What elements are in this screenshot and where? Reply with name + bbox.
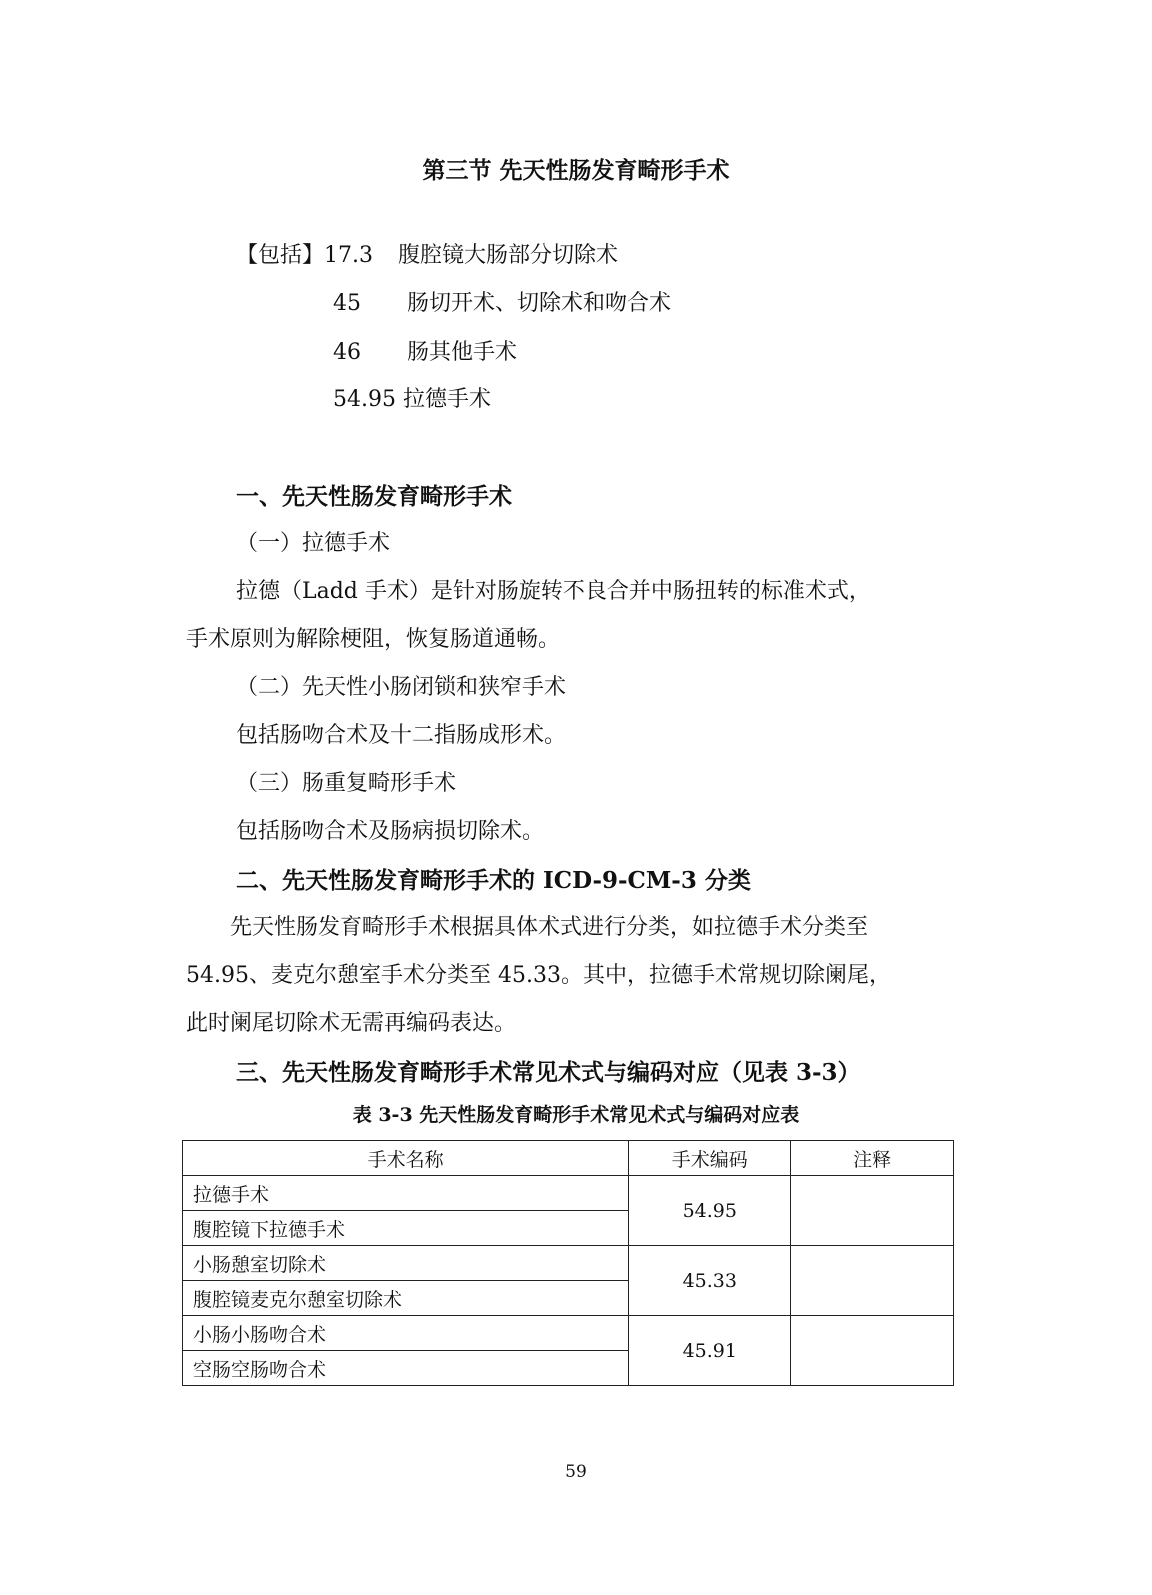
include-code: 54.95 xyxy=(333,387,396,412)
paragraph-line: 54.95、麦克尔憩室手术分类至 45.33。其中，拉德手术常规切除阑尾， xyxy=(186,963,891,988)
paragraph-line: 包括肠吻合术及肠病损切除术。 xyxy=(236,819,545,844)
heading-section-1: 一、先天性肠发育畸形手术 xyxy=(236,483,512,510)
include-name: 腹腔镜大肠部分切除术 xyxy=(398,243,619,268)
note-cell xyxy=(791,1176,954,1246)
table-row xyxy=(183,1176,954,1211)
heading-section-3: 三、先天性肠发育畸形手术常见术式与编码对应（见表 3-3） xyxy=(236,1059,861,1086)
table-header-row xyxy=(183,1141,954,1176)
include-code: 46 xyxy=(333,340,361,365)
procedure-code-cell: 45.33 xyxy=(629,1246,791,1316)
include-code: 17.3 xyxy=(324,243,373,268)
procedure-name-cell: 小肠憩室切除术 xyxy=(183,1246,629,1281)
include-name: 肠其他手术 xyxy=(407,340,518,365)
paragraph-line: 包括肠吻合术及十二指肠成形术。 xyxy=(236,723,567,748)
includes-row xyxy=(333,335,517,366)
procedure-name-cell: 腹腔镜麦克尔憩室切除术 xyxy=(183,1281,629,1316)
includes-row xyxy=(333,286,671,317)
include-name: 拉德手术 xyxy=(403,387,492,412)
includes-row xyxy=(236,238,618,269)
procedure-name-cell: 小肠小肠吻合术 xyxy=(183,1316,629,1351)
note-cell xyxy=(791,1316,954,1386)
procedure-name-cell: 腹腔镜下拉德手术 xyxy=(183,1211,629,1246)
includes-label: 【包括】 xyxy=(236,243,325,268)
header-cell: 手术编码 xyxy=(629,1141,791,1176)
section-title: 第三节 先天性肠发育畸形手术 xyxy=(422,157,730,184)
subheading-1: （一）拉德手术 xyxy=(236,531,391,556)
codes-table xyxy=(182,1140,954,1386)
paragraph-line: 拉德（Ladd 手术）是针对肠旋转不良合并中肠扭转的标准术式， xyxy=(236,579,871,604)
subheading-2: （二）先天性小肠闭锁和狭窄手术 xyxy=(236,675,567,700)
include-name: 肠切开术、切除术和吻合术 xyxy=(407,291,672,316)
procedure-code-cell: 45.91 xyxy=(629,1316,791,1386)
page-number: 59 xyxy=(565,1462,587,1482)
paragraph-line: 手术原则为解除梗阻，恢复肠道通畅。 xyxy=(186,627,561,652)
table-row xyxy=(183,1316,954,1351)
include-code: 45 xyxy=(333,291,361,316)
procedure-code-cell: 54.95 xyxy=(629,1176,791,1246)
table-row xyxy=(183,1246,954,1281)
header-cell: 注释 xyxy=(791,1141,954,1176)
procedure-name-cell: 空肠空肠吻合术 xyxy=(183,1351,629,1386)
subheading-3: （三）肠重复畸形手术 xyxy=(236,771,457,796)
header-cell: 手术名称 xyxy=(183,1141,629,1176)
paragraph-line: 此时阑尾切除术无需再编码表达。 xyxy=(186,1011,517,1036)
includes-row xyxy=(333,382,491,413)
procedure-name-cell: 拉德手术 xyxy=(183,1176,629,1211)
table-caption: 表 3-3 先天性肠发育畸形手术常见术式与编码对应表 xyxy=(352,1104,800,1126)
paragraph-line: 先天性肠发育畸形手术根据具体术式进行分类，如拉德手术分类至 xyxy=(230,915,869,940)
note-cell xyxy=(791,1246,954,1316)
heading-section-2: 二、先天性肠发育畸形手术的 ICD-9-CM-3 分类 xyxy=(236,867,751,894)
